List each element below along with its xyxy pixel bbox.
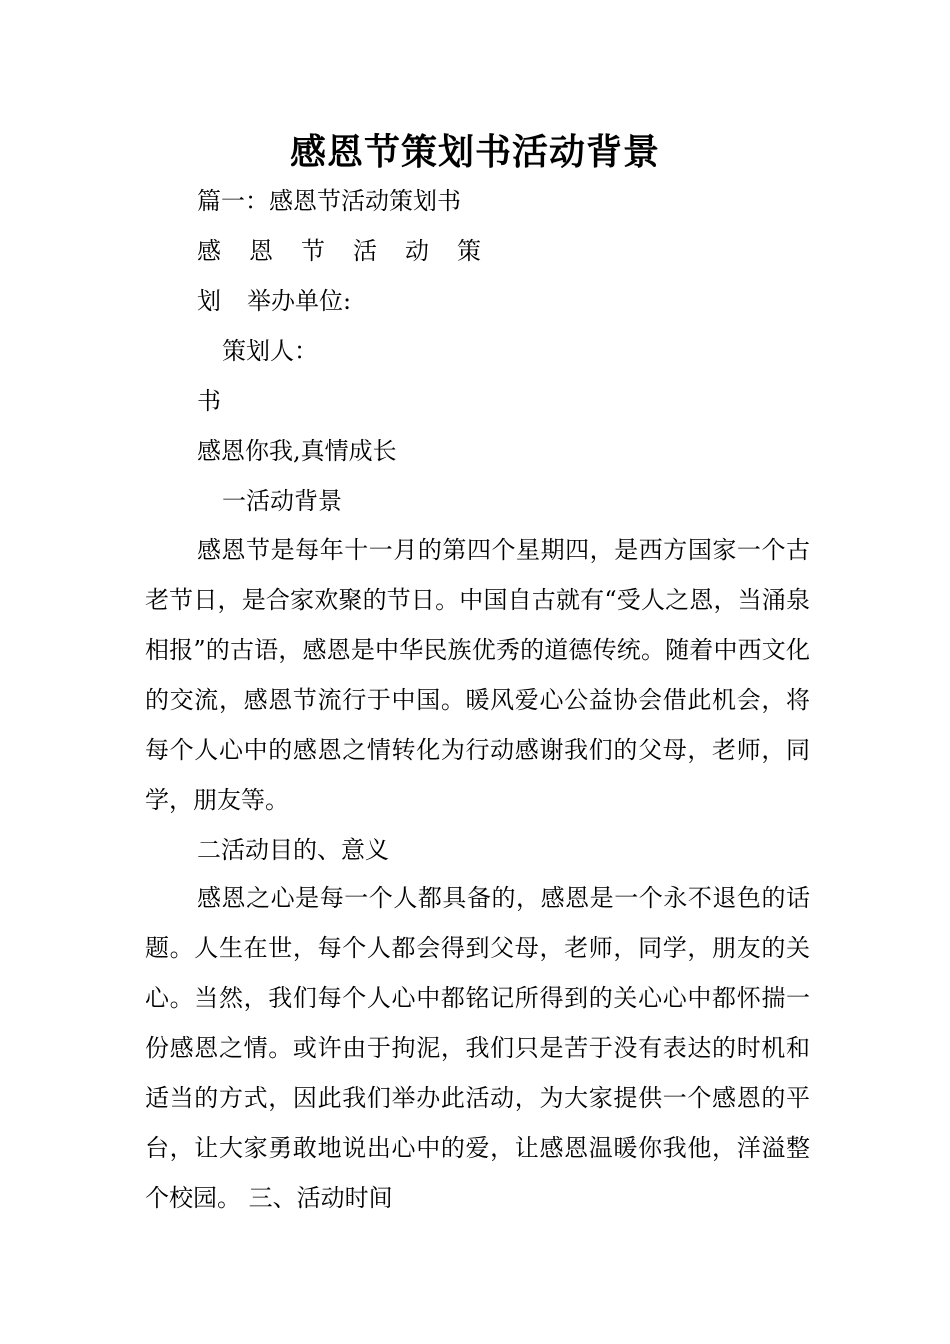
planner-label: 策划人： [222, 337, 318, 365]
spaced-char: 策 [457, 237, 481, 265]
slogan-line: 感恩你我,真情成长 [197, 437, 397, 465]
organizer-label: 举办单位: [247, 287, 352, 315]
spaced-char: 动 [405, 237, 429, 265]
spaced-char: 恩 [249, 237, 273, 265]
section-heading-purpose: 二活动目的、意义 [197, 836, 389, 864]
spaced-char: 节 [301, 237, 325, 265]
spaced-char: 活 [353, 237, 377, 265]
purpose-paragraph: 感恩之心是每一个人都具备的，感恩是一个永不退色的话题。人生在世，每个人都会得到父母，老师，同学，朋友的关心。当然，我们每个人心中都铭记所得到的关心心中都怀揣一份感恩之情。或许由于拘泥，我们只是苦于没有表达的时机和适当的方式，因此我们举办此活动，为大家提供一个感恩的平台，让大家勇敢地说出心中的爱，让感恩温暖你我他，洋溢整个校园。 三、活动时间 [145, 884, 810, 1212]
subtitle-line: 篇一：感恩节活动策划书 [197, 187, 461, 215]
spaced-title-line [197, 235, 509, 267]
shu-char: 书 [197, 387, 221, 415]
hua-char: 划 [197, 287, 221, 315]
document-title: 感恩节策划书活动背景 [289, 131, 660, 173]
background-paragraph: 感恩节是每年十一月的第四个星期四，是西方国家一个古老节日，是合家欢聚的节日。中国自古就有“受人之恩，当涌泉相报”的古语，感恩是中华民族优秀的道德传统。随着中西文化的交流，感恩节流行于中国。暖风爱心公益协会借此机会，将每个人心中的感恩之情转化为行动感谢我们的父母，老师，同学，朋友等。 [145, 536, 810, 814]
spaced-char: 感 [197, 237, 221, 265]
section-heading-background: 一活动背景 [222, 487, 342, 515]
